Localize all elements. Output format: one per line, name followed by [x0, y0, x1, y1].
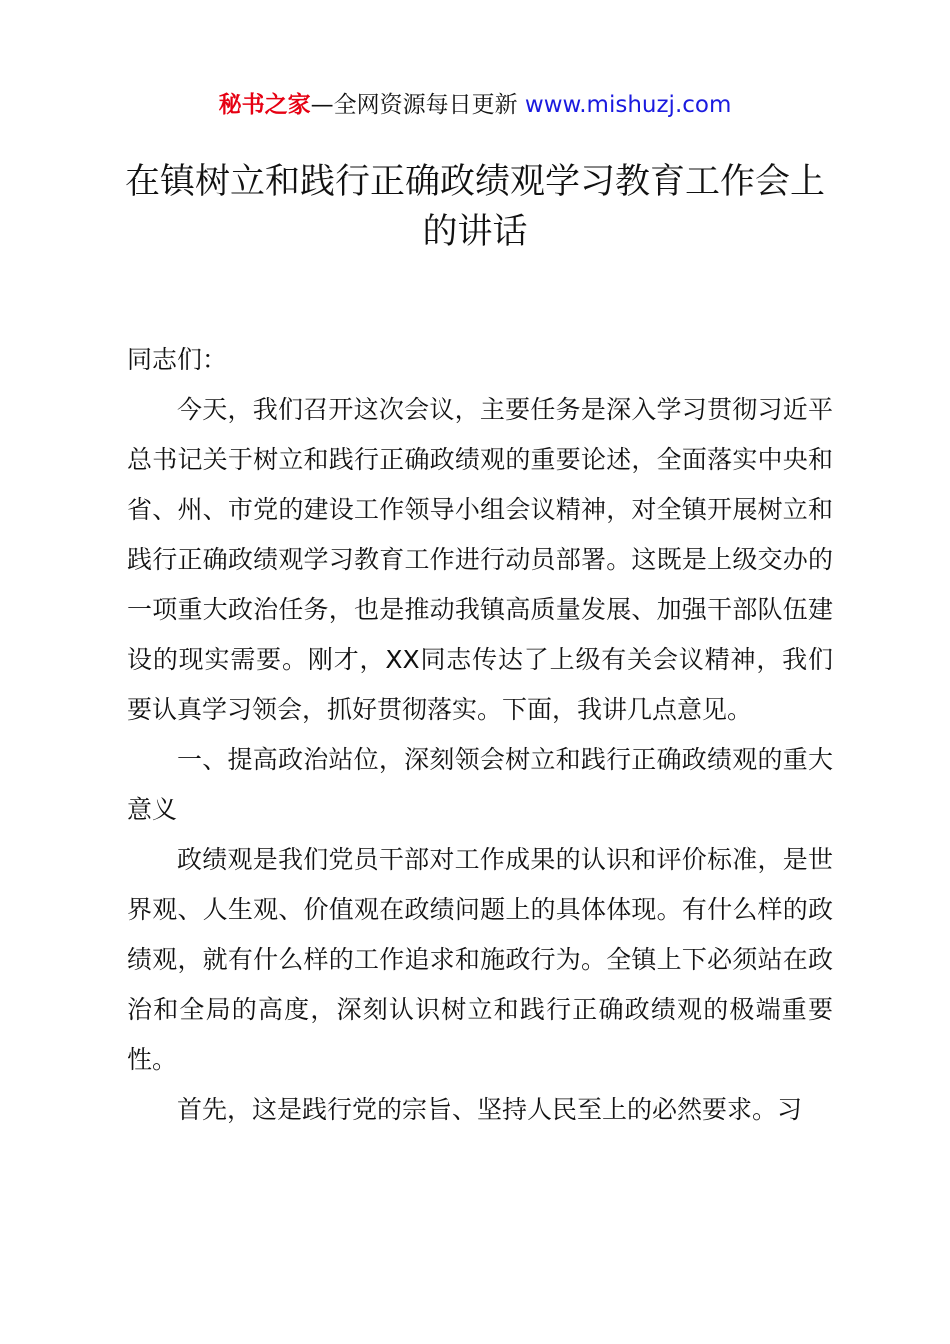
- site-url-link[interactable]: www.mishuzj.com: [524, 92, 732, 118]
- salutation: 同志们：: [127, 345, 228, 374]
- paragraph: 首先，这是践行党的宗旨、坚持人民至上的必然要求。习: [177, 1095, 803, 1124]
- document-title: 在镇树立和践行正确政绩观学习教育工作会上的讲话: [124, 162, 825, 252]
- site-header: [0, 88, 950, 122]
- header-tagline: —全网资源每日更新: [310, 92, 518, 118]
- section-heading: 一、提高政治站位，深刻领会树立和践行正确政绩观的重大意义: [127, 745, 833, 824]
- paragraph: 政绩观是我们党员干部对工作成果的认识和评价标准，是世界观、人生观、价值观在政绩问题上的具体体现。有什么样的政绩观，就有什么样的工作追求和施政行为。全镇上下必须站在政治和全局的高度，深刻认识树立和践行正确政绩观的极端重要性。: [127, 845, 833, 1074]
- paragraph: 今天，我们召开这次会议，主要任务是深入学习贯彻习近平总书记关于树立和践行正确政绩观的重要论述，全面落实中央和省、州、市党的建设工作领导小组会议精神，对全镇开展树立和践行正确政绩观学习教育工作进行动员部署。这既是上级交办的一项重大政治任务，也是推动我镇高质量发展、加强干部队伍建设的现实需要。刚才，XX同志传达了上级有关会议精神，我们要认真学习领会，抓好贯彻落实。下面，我讲几点意见。: [127, 395, 833, 724]
- document-body: [127, 335, 833, 1135]
- brand-name: 秘书之家: [218, 92, 311, 118]
